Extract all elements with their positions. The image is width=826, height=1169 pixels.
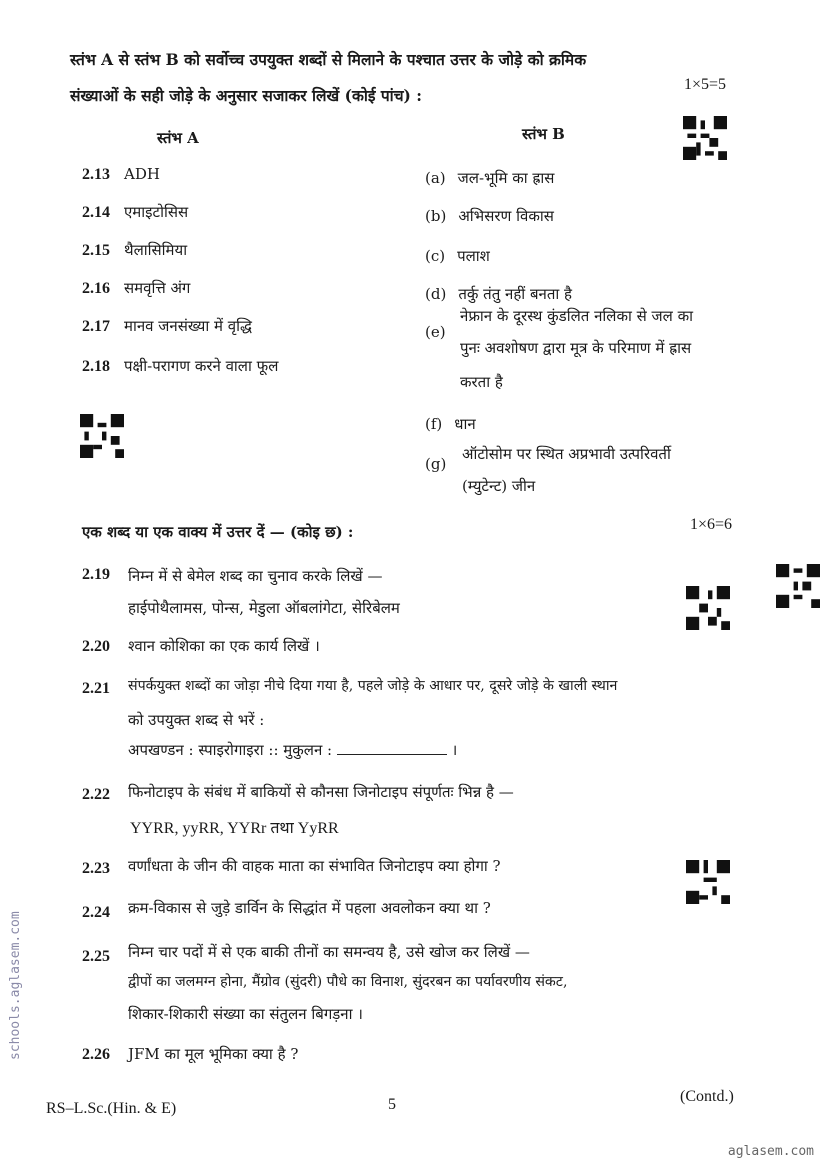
column-a-header: स्तंभ A	[157, 129, 199, 147]
qr-code-icon	[776, 564, 820, 608]
column-a-item: 2.16 समवृत्ति अंग	[82, 279, 191, 297]
column-a-item: 2.18 पक्षी-परागण करने वाला फूल	[82, 357, 279, 375]
column-b-item: (e)	[425, 323, 446, 341]
column-b-item: (g)	[425, 455, 447, 473]
short-marks: 1×6=6	[690, 516, 733, 533]
paper-code: RS–L.Sc.(Hin. & E)	[46, 1100, 177, 1117]
column-b-item-line: (म्युटेन्ट) जीन	[462, 477, 536, 495]
column-b-item-line: पुनः अवशोषण द्वारा मूत्र के परिमाण में ह्रास	[460, 339, 692, 357]
qr-code-icon	[80, 414, 124, 458]
qr-code-icon	[683, 116, 727, 160]
page-number: 5	[388, 1096, 396, 1113]
short-instruction: एक शब्द या एक वाक्य में उत्तर दें — (कोइ छ) :	[82, 523, 354, 541]
qr-code-icon	[686, 586, 730, 630]
corner-watermark: aglasem.com	[727, 1144, 814, 1159]
match-instruction-line2: संख्याओं के सही जोड़े के अनुसार सजाकर लिखें (कोई पांच) :	[70, 86, 422, 105]
column-b-item: (c) पलाश	[425, 247, 490, 265]
match-marks: 1×5=5	[684, 76, 727, 93]
column-b-item: (d) तर्कु तंतु नहीं बनता है	[425, 285, 573, 303]
column-a-item: 2.17 मानव जनसंख्या में वृद्धि	[82, 317, 252, 335]
column-a-item: 2.15 थैलासिमिया	[82, 241, 188, 259]
continued-label: (Contd.)	[680, 1088, 734, 1105]
analogy-line: अपखण्डन : स्पाइरोगाइरा :: मुकुलन : ।	[128, 741, 458, 759]
column-b-item-line: ऑटोसोम पर स्थित अप्रभावी उत्परिवर्ती	[462, 445, 671, 463]
column-b-header: स्तंभ B	[522, 125, 565, 143]
answer-blank	[337, 740, 447, 755]
match-instruction-line1: स्तंभ A से स्तंभ B को सर्वोच्च उपयुक्त शब्दों से मिलाने के पश्चात उत्तर के जोड़े को क्रमिक	[70, 50, 587, 69]
qr-code-icon	[686, 860, 730, 904]
column-b-item: (b) अभिसरण विकास	[425, 207, 554, 225]
column-a-item: 2.13 ADH	[82, 165, 160, 183]
column-b-item-line: करता है	[460, 373, 503, 391]
column-a-item: 2.14 एमाइटोसिस	[82, 203, 189, 221]
column-b-item: (a) जल-भूमि का ह्रास	[425, 169, 555, 187]
column-b-item-line: नेफ्रान के दूरस्थ कुंडलित नलिका से जल का	[460, 307, 693, 325]
column-b-item: (f) धान	[425, 415, 476, 433]
side-watermark: schools.aglasem.com	[8, 911, 23, 1060]
